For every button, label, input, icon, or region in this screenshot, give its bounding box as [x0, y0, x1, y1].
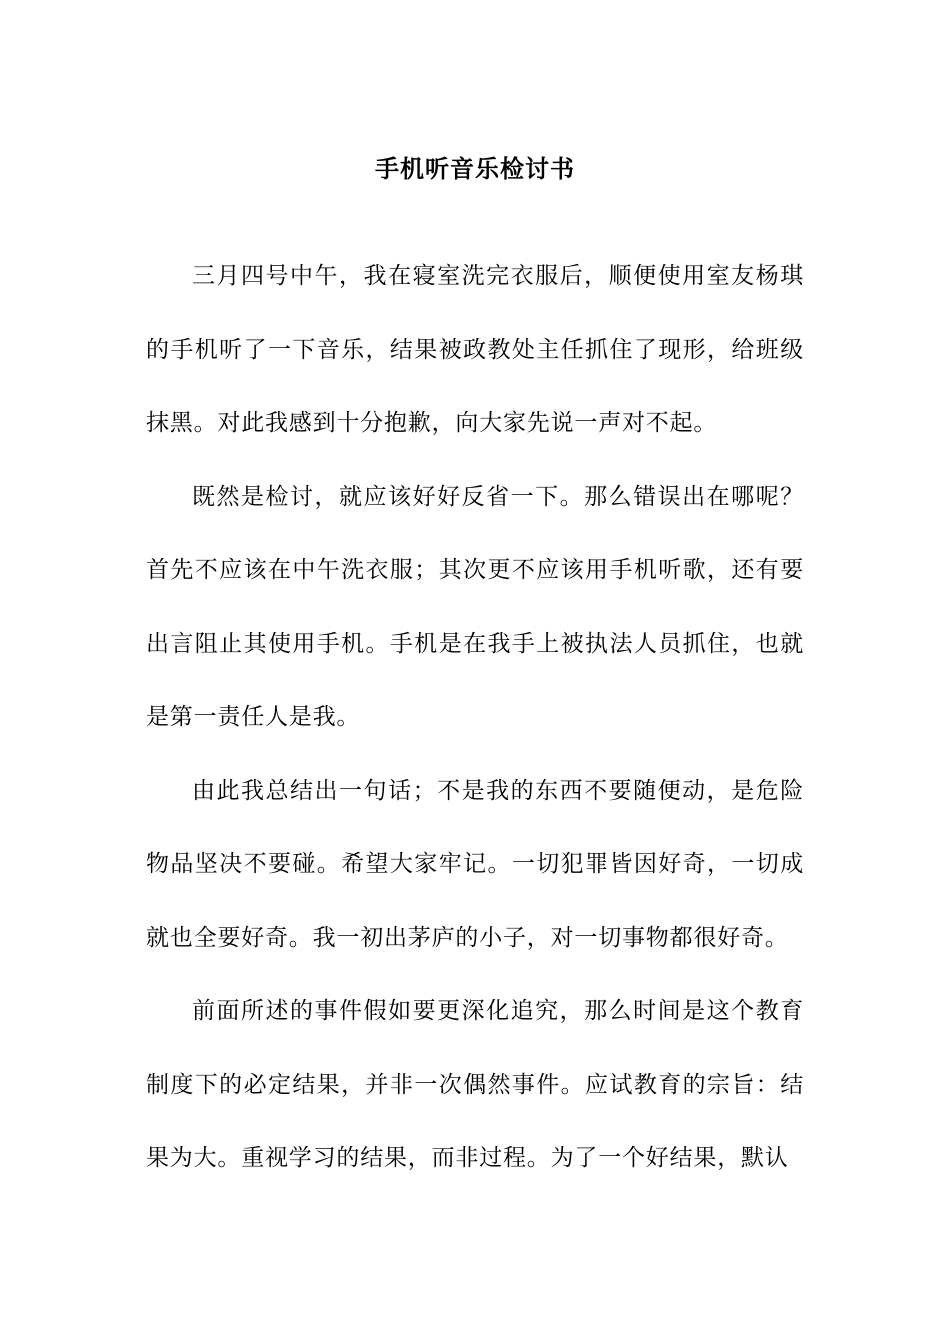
paragraph: 三月四号中午，我在寝室洗完衣服后，顺便使用室友杨琪的手机听了一下音乐，结果被政教处主任抓住了现形，给班级抹黑。对此我感到十分抱歉，向大家先说一声对不起。 [146, 263, 804, 436]
paragraph: 既然是检讨，就应该好好反省一下。那么错误出在哪呢？首先不应该在中午洗衣服；其次更不应该用手机听歌，还有要出言阻止其使用手机。手机是在我手上被执法人员抓住，也就是第一责任人是我。 [146, 483, 804, 730]
document-body [146, 240, 804, 1196]
document-title: 手机听音乐检讨书 [375, 154, 575, 184]
paragraph: 由此我总结出一句话；不是我的东西不要随便动，是危险物品坚决不要碰。希望大家牢记。一切犯罪皆因好奇，一切成就也全要好奇。我一初出茅庐的小子，对一切事物都很好奇。 [146, 777, 804, 951]
paragraph: 前面所述的事件假如要更深化追究，那么时间是这个教育制度下的必定结果，并非一次偶然事件。应试教育的宗旨：结果为大。重视学习的结果，而非过程。为了一个好结果，默认 [146, 998, 804, 1171]
